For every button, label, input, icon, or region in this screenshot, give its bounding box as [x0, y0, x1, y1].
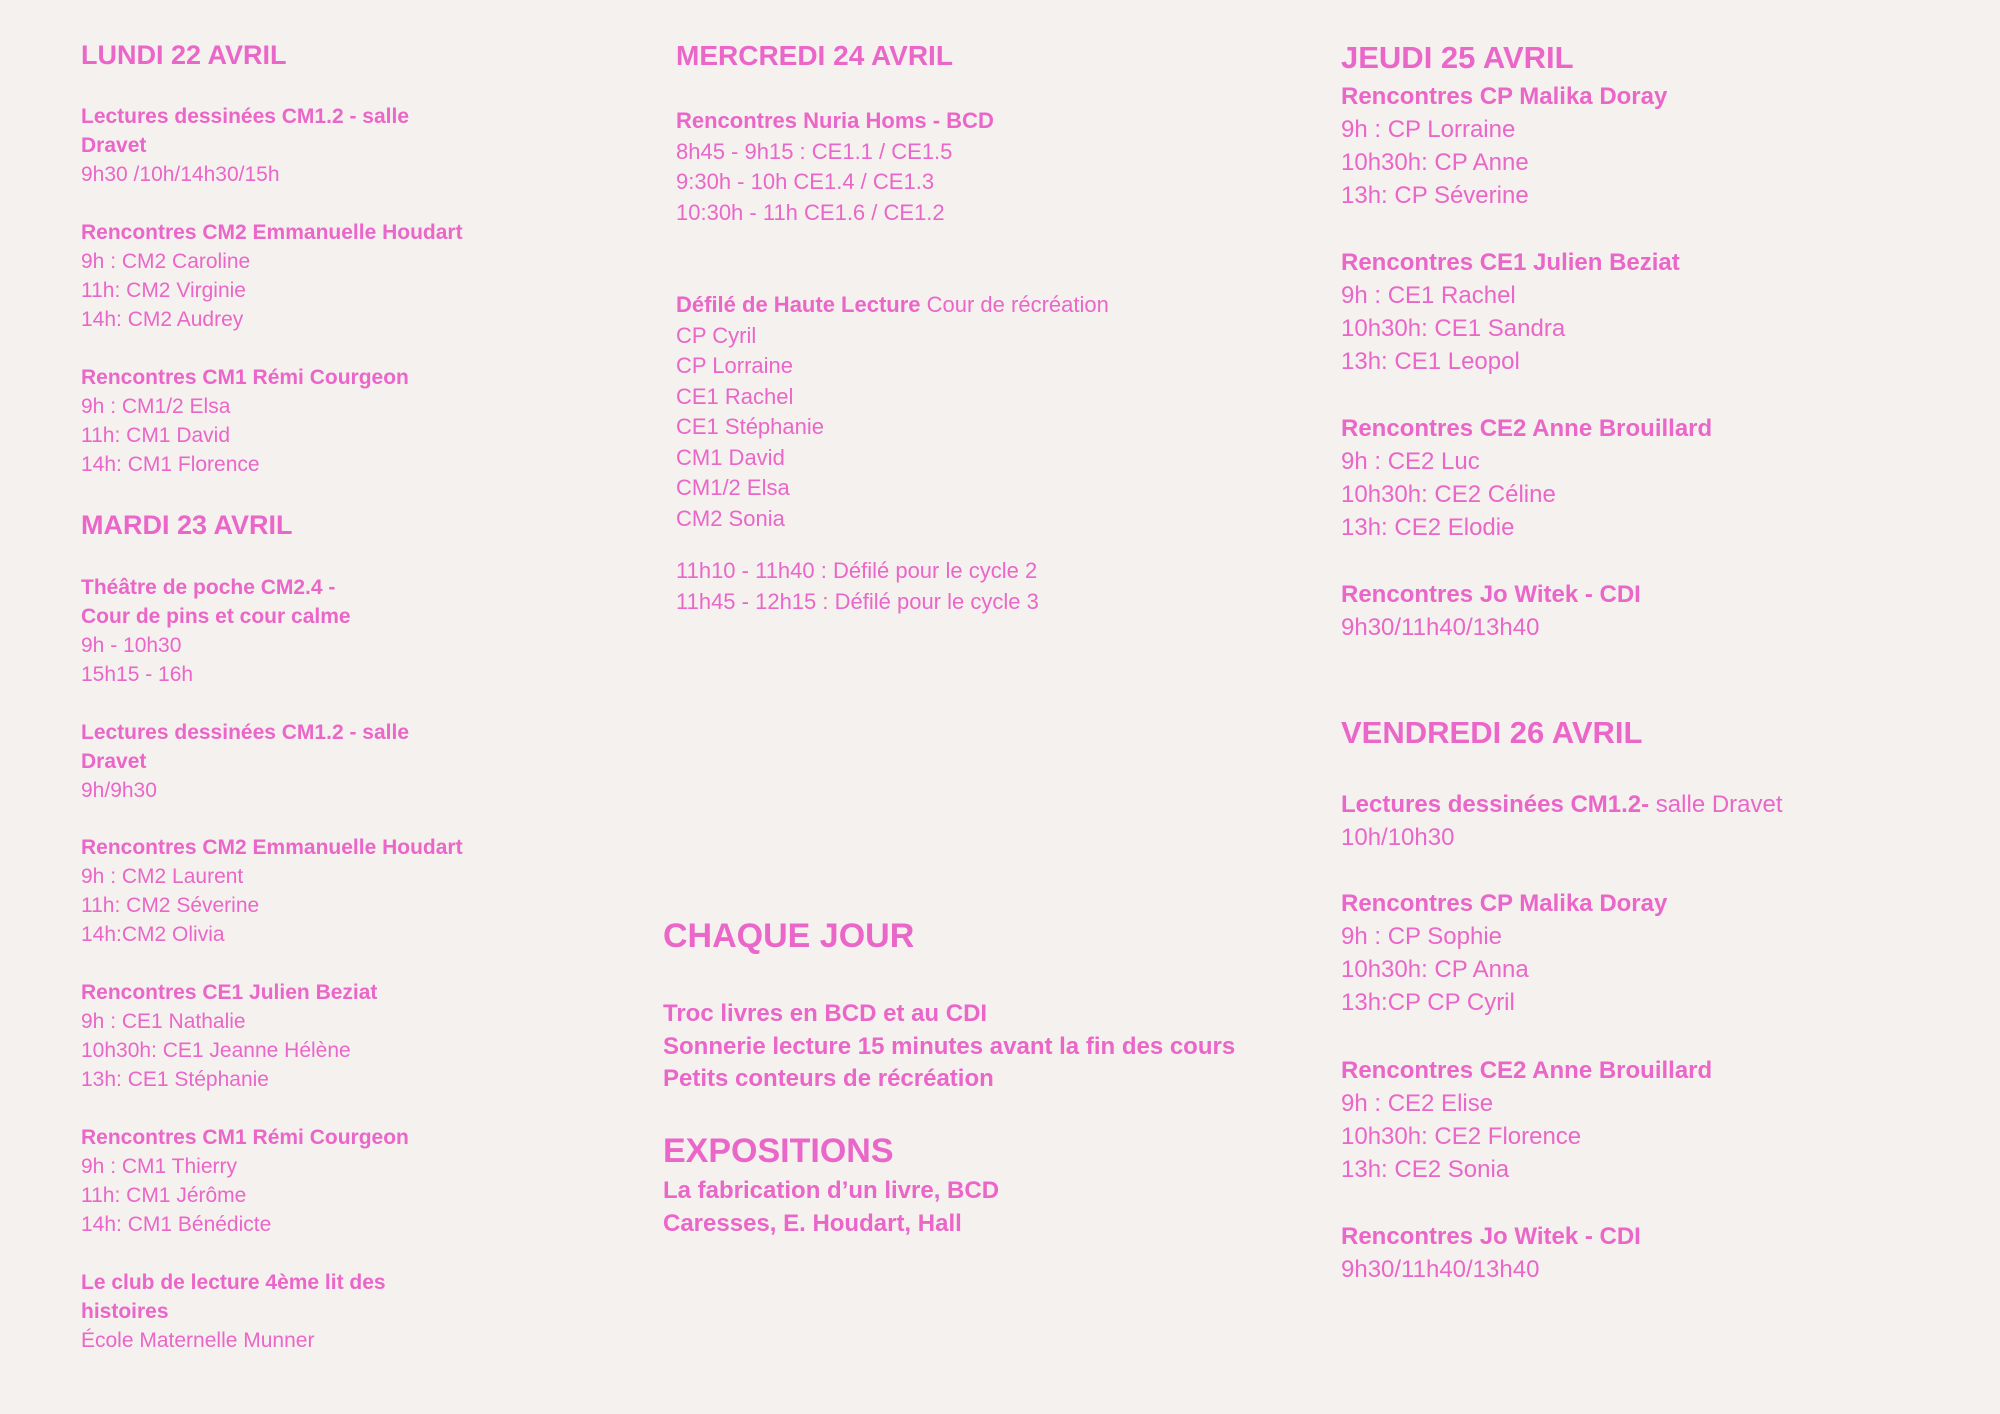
jeudi-section [1341, 38, 1574, 78]
mercredi-section [676, 38, 953, 74]
class-item: CM1 David [676, 444, 785, 470]
event-title: histoires [81, 1300, 169, 1323]
event-title: Rencontres CE2 Anne Brouillard [1341, 415, 1713, 442]
vendredi-event-lectures [1341, 788, 1783, 854]
event-title: Rencontres Nuria Homs - BCD [676, 108, 994, 133]
event-title: Lectures dessinées CM1.2 - salle [81, 721, 409, 744]
mardi-event-club-lecture [81, 1268, 386, 1355]
event-slot: 11h10 - 11h40 : Défilé pour le cycle 2 [676, 558, 1038, 583]
jeudi-event-cp-doray [1341, 80, 1667, 212]
event-title: Théâtre de poche CM2.4 - [81, 576, 336, 599]
event-slot: 13h:CP CP Cyril [1341, 989, 1515, 1016]
event-slot: 9:30h - 10h CE1.4 / CE1.3 [676, 169, 935, 194]
mardi-event-theatre [81, 573, 351, 689]
vendredi-event-ce2-brouillard [1341, 1054, 1712, 1186]
event-slot: 14h: CM1 Florence [81, 453, 260, 476]
event-slot: 13h: CE2 Elodie [1341, 514, 1515, 541]
event-title: Rencontres Jo Witek - CDI [1341, 581, 1641, 608]
event-title: Lectures dessinées CM1.2- [1341, 791, 1650, 818]
event-location: salle Dravet [1649, 791, 1783, 818]
event-title: Le club de lecture 4ème lit des [81, 1271, 386, 1294]
day-heading-mercredi: MERCREDI 24 AVRIL [676, 40, 953, 71]
day-heading-lundi: LUNDI 22 AVRIL [81, 40, 287, 70]
event-title: Rencontres CM1 Rémi Courgeon [81, 366, 409, 389]
event-title: Rencontres CE1 Julien Beziat [1341, 249, 1680, 276]
event-title: Dravet [81, 134, 147, 157]
jeudi-event-witek [1341, 578, 1641, 644]
event-title: Rencontres CM2 Emmanuelle Houdart [81, 836, 463, 859]
lundi-event-lectures [81, 102, 409, 189]
list-item: Caresses, E. Houdart, Hall [663, 1209, 962, 1237]
jeudi-event-ce2-brouillard [1341, 412, 1712, 544]
event-title: Cour de pins et cour calme [81, 605, 351, 628]
class-item: CP Cyril [676, 322, 757, 348]
event-slot: 10h30h: CP Anne [1341, 149, 1529, 176]
event-times: 9h30/11h40/13h40 [1341, 614, 1540, 641]
event-slot: 13h: CE1 Stéphanie [81, 1068, 269, 1091]
list-item: Sonnerie lecture 15 minutes avant la fin des cours [663, 1032, 1236, 1060]
event-title-line [1341, 788, 1783, 821]
mardi-event-ce1-beziat [81, 978, 377, 1094]
event-slot: 11h: CM1 Jérôme [81, 1184, 247, 1207]
expositions-section [663, 1130, 894, 1172]
event-slot: 13h: CP Séverine [1341, 182, 1529, 209]
jeudi-event-ce1-beziat [1341, 246, 1680, 378]
lundi-section [81, 38, 287, 72]
event-slot: 11h: CM2 Virginie [81, 279, 246, 302]
event-times: 9h30/11h40/13h40 [1341, 1256, 1540, 1283]
event-slot: 9h : CM2 Laurent [81, 865, 244, 888]
vendredi-section [1341, 713, 1642, 753]
event-title: Rencontres CE1 Julien Beziat [81, 981, 378, 1004]
day-heading-vendredi: VENDREDI 26 AVRIL [1341, 715, 1643, 750]
event-slot: 13h: CE1 Leopol [1341, 348, 1520, 375]
event-slot: 9h : CE1 Rachel [1341, 282, 1516, 309]
event-slot: 9h : CP Lorraine [1341, 116, 1516, 143]
mardi-event-cm2-houdart [81, 833, 463, 949]
event-times: 10h/10h30 [1341, 824, 1455, 851]
chaque-jour-list [663, 998, 1235, 1096]
event-title-line [676, 290, 1109, 321]
event-slot: 9h : CM1 Thierry [81, 1155, 237, 1178]
event-slot: 10h30h: CE1 Sandra [1341, 315, 1566, 342]
event-slot: 11h45 - 12h15 : Défilé pour le cycle 3 [676, 588, 1039, 614]
event-slot: 10h30h: CP Anna [1341, 956, 1529, 983]
event-title: Rencontres CP Malika Doray [1341, 83, 1668, 110]
event-slot: 10h30h: CE2 Florence [1341, 1123, 1582, 1150]
section-heading-chaque-jour: CHAQUE JOUR [663, 917, 915, 955]
day-heading-mardi: MARDI 23 AVRIL [81, 510, 293, 540]
mardi-section [81, 508, 293, 542]
event-slot: 9h : CE2 Elise [1341, 1090, 1494, 1117]
event-slot: 15h15 - 16h [81, 663, 194, 686]
event-title: Rencontres CM1 Rémi Courgeon [81, 1126, 409, 1149]
mercredi-event-defile [676, 290, 1109, 617]
event-slot: 14h:CM2 Olivia [81, 923, 225, 946]
section-heading-expositions: EXPOSITIONS [663, 1132, 894, 1170]
event-location: Cour de récréation [920, 292, 1109, 317]
event-title: Lectures dessinées CM1.2 - salle [81, 105, 409, 128]
event-title: Défilé de Haute Lecture [676, 292, 921, 317]
event-slot: 10h30h: CE1 Jeanne Hélène [81, 1039, 351, 1062]
list-item: Troc livres en BCD et au CDI [663, 1000, 988, 1027]
lundi-event-cm2-houdart [81, 218, 463, 334]
event-times: 9h30 /10h/14h30/15h [81, 163, 280, 186]
class-item: CE1 Stéphanie [676, 414, 824, 439]
event-slot: 11h: CM2 Séverine [81, 894, 260, 917]
event-title: Rencontres CP Malika Doray [1341, 890, 1668, 917]
event-times: 9h/9h30 [81, 779, 157, 802]
event-slot: 9h : CE1 Nathalie [81, 1010, 246, 1033]
event-slot: 10h30h: CE2 Céline [1341, 481, 1556, 508]
expositions-list [663, 1175, 999, 1240]
event-slot: 8h45 - 9h15 : CE1.1 / CE1.5 [676, 138, 953, 164]
event-slot: 9h : CE2 Luc [1341, 448, 1480, 475]
list-item: La fabrication d’un livre, BCD [663, 1177, 1000, 1204]
event-title: Rencontres CE2 Anne Brouillard [1341, 1057, 1713, 1084]
event-slot: 14h: CM2 Audrey [81, 308, 244, 331]
lundi-event-cm1-courgeon [81, 363, 409, 479]
event-title: Rencontres Jo Witek - CDI [1341, 1223, 1641, 1250]
mercredi-event-nuria-homs [676, 106, 994, 228]
mardi-event-cm1-courgeon [81, 1123, 409, 1239]
vendredi-event-cp-doray [1341, 887, 1667, 1019]
vendredi-event-witek [1341, 1220, 1641, 1286]
spacer [676, 534, 1109, 556]
class-item: CM2 Sonia [676, 505, 785, 531]
event-slot: 13h: CE2 Sonia [1341, 1156, 1510, 1183]
event-location: École Maternelle Munner [81, 1329, 315, 1352]
event-slot: 10:30h - 11h CE1.6 / CE1.2 [676, 199, 945, 225]
event-slot: 14h: CM1 Bénédicte [81, 1213, 272, 1236]
chaque-jour-section [663, 915, 914, 957]
event-title: Rencontres CM2 Emmanuelle Houdart [81, 221, 463, 244]
event-slot: 9h - 10h30 [81, 634, 182, 657]
class-item: CE1 Rachel [676, 383, 794, 409]
event-title: Dravet [81, 750, 147, 773]
event-slot: 11h: CM1 David [81, 424, 231, 447]
class-item: CM1/2 Elsa [676, 475, 790, 500]
class-item: CP Lorraine [676, 353, 793, 378]
event-slot: 9h : CM2 Caroline [81, 250, 251, 273]
list-item: Petits conteurs de récréation [663, 1065, 994, 1092]
event-slot: 9h : CP Sophie [1341, 923, 1503, 950]
mardi-event-lectures [81, 718, 409, 805]
event-slot: 9h : CM1/2 Elsa [81, 395, 231, 418]
day-heading-jeudi: JEUDI 25 AVRIL [1341, 40, 1574, 75]
